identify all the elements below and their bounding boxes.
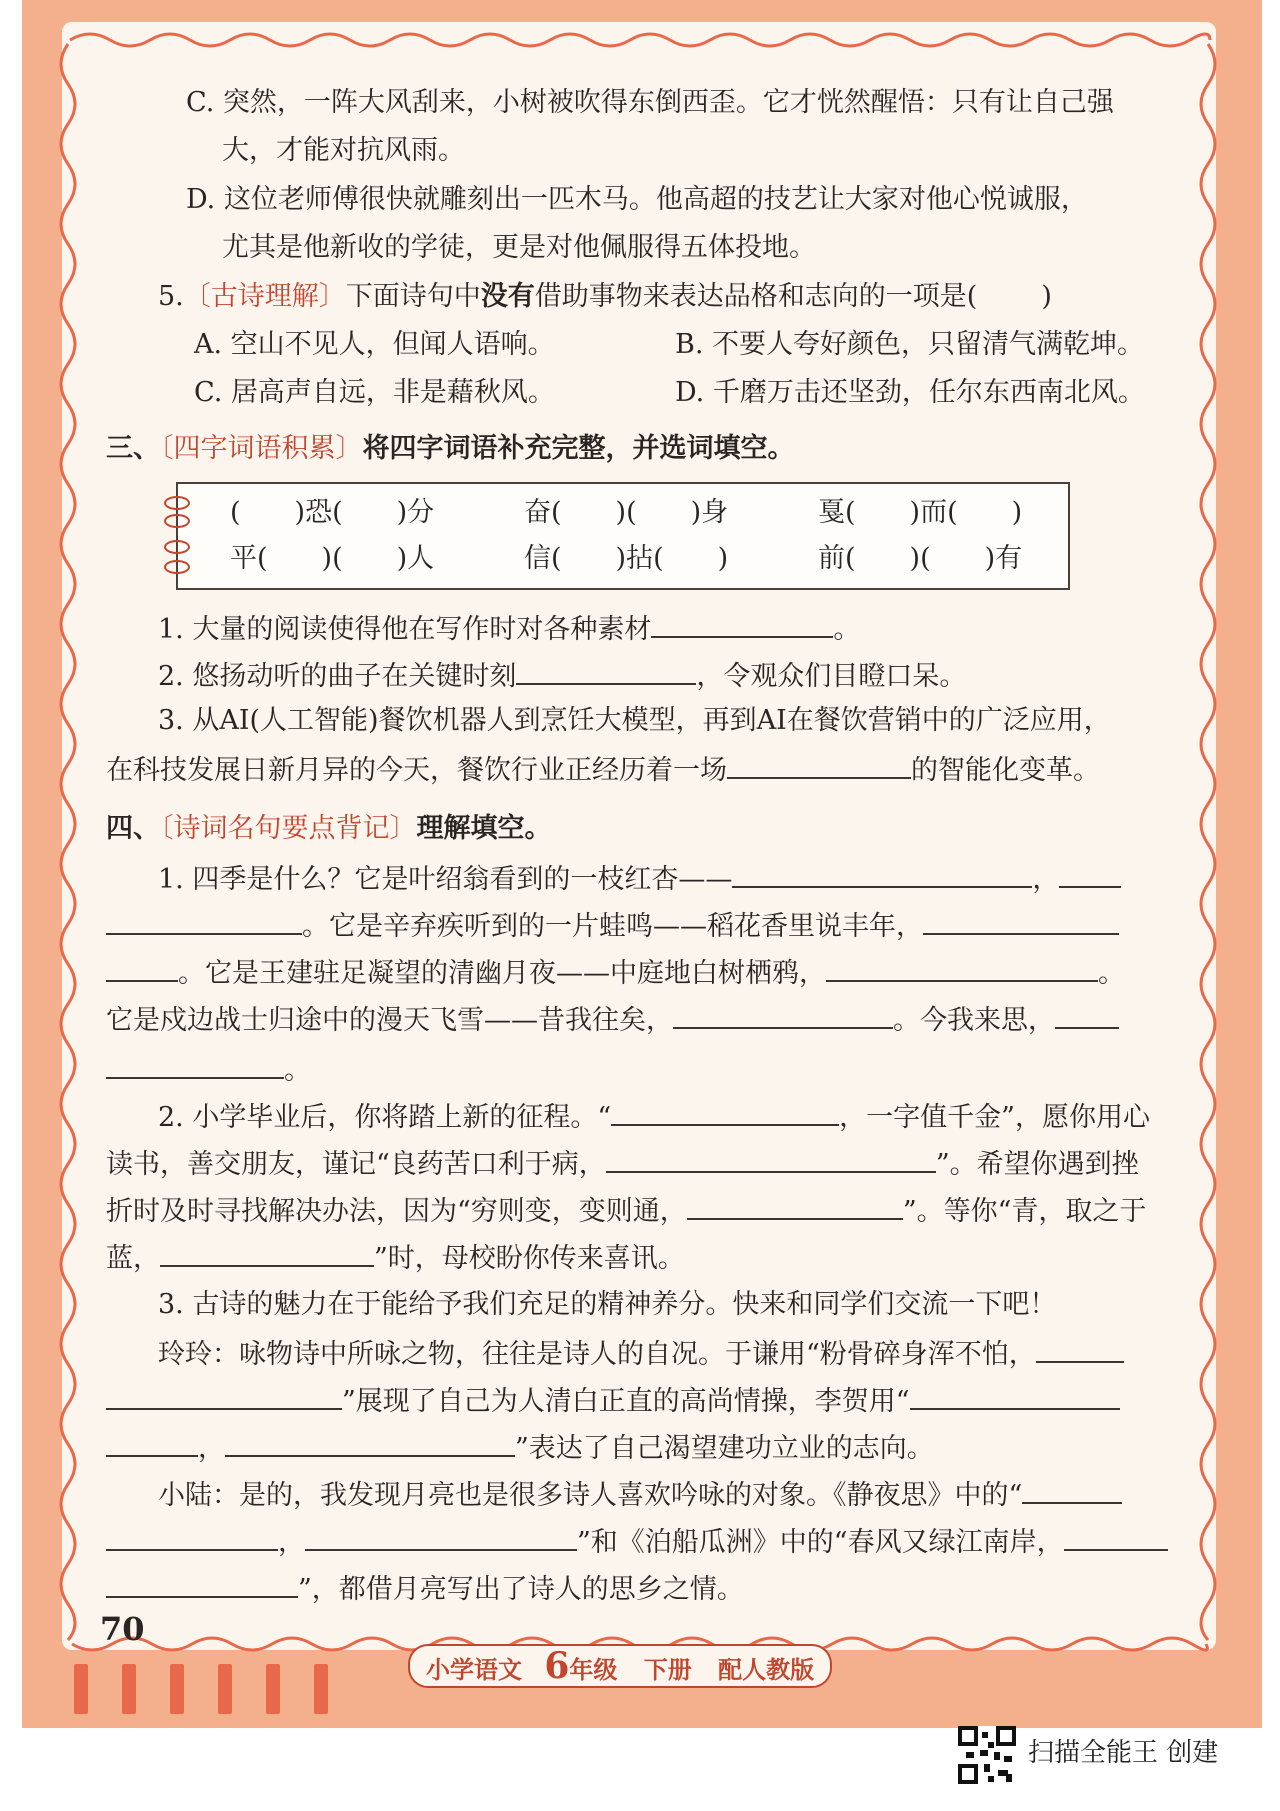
text: ”，都借月亮写出了诗人的思乡之情。 <box>298 1574 744 1605</box>
text: ”和《泊船瓜洲》中的“春风又绿江南岸， <box>577 1527 1064 1558</box>
text: 它是戍边战士归途中的漫天飞雪——昔我往矣， <box>106 1005 673 1036</box>
page-number: 70 <box>100 1610 145 1648</box>
section4-q2-line1 <box>158 1098 1150 1135</box>
section3-q3-line1: 3. 从AI(人工智能)餐饮机器人到烹饪大模型，再到AI在餐饮营销中的广泛应用， <box>158 705 1111 736</box>
word-item[interactable]: 前( )( )有 <box>818 543 1023 574</box>
text: 2. 小学毕业后，你将踏上新的征程。“ <box>158 1102 612 1133</box>
section4-q3-line6 <box>106 1523 1168 1560</box>
text: 小陆：是的，我发现月亮也是很多诗人喜欢吟咏的对象。《静夜思》中的“ <box>158 1480 1023 1511</box>
text: 。它是王建驻足凝望的清幽月夜——中庭地白树栖鸦， <box>178 958 826 989</box>
section3-q3-pre: 在科技发展日新月异的今天，餐饮行业正经历着一场 <box>106 755 727 786</box>
text: ”时，母校盼你传来喜讯。 <box>374 1243 685 1274</box>
word-item[interactable]: 平( )( )人 <box>230 543 435 574</box>
section4-q2-line4 <box>106 1239 685 1276</box>
text: 折时及时寻找解决办法，因为“穷则变，变则通， <box>106 1196 687 1227</box>
answer-blank[interactable] <box>305 1523 577 1551</box>
text: 玲玲：咏物诗中所咏之物，往往是诗人的自况。于谦用“粉骨碎身浑不怕， <box>158 1339 1036 1370</box>
answer-blank[interactable] <box>106 907 302 935</box>
text: 蓝， <box>106 1243 160 1274</box>
footer-grade: 年级 <box>569 1655 618 1684</box>
section4-q3-line2 <box>158 1335 1124 1372</box>
q4-option-c-line1: C. 突然，一阵大风刮来，小树被吹得东倒西歪。它才恍然醒悟：只有让自己强 <box>186 87 1114 118</box>
ring-icon <box>164 496 190 510</box>
ring-icon <box>164 560 190 574</box>
text: ， <box>1032 864 1060 895</box>
answer-blank[interactable] <box>1022 1476 1122 1504</box>
text: ， <box>278 1527 305 1558</box>
footer-volume: 下册 <box>643 1655 692 1684</box>
q5-number: 5. <box>158 281 184 312</box>
text: ， <box>198 1433 225 1464</box>
q5-option-a: A. 空山不见人，但闻人语响。 <box>194 329 555 360</box>
section3-q1-end: 。 <box>833 614 861 645</box>
answer-blank[interactable] <box>106 1051 284 1079</box>
answer-blank[interactable] <box>106 1429 198 1457</box>
footer-book-label <box>408 1644 832 1688</box>
q4-option-d-line2: 尤其是他新收的学徒，更是对他佩服得五体投地。 <box>222 232 816 263</box>
section4-instruction: 理解填空。 <box>416 813 552 844</box>
answer-blank[interactable] <box>106 1382 342 1410</box>
ring-icon <box>164 540 190 554</box>
q4-option-d-line1: D. 这位老师傅很快就雕刻出一匹木马。他高超的技艺让大家对他心悦诚服， <box>186 184 1088 215</box>
section4-q1-line2 <box>106 907 1119 944</box>
q5-option-d: D. 千磨万击还坚劲，任尔东西南北风。 <box>675 377 1145 408</box>
scanner-label: 扫描全能王 创建 <box>1028 1738 1219 1768</box>
q5-stem-close: ) <box>1041 281 1052 312</box>
section3-q3-post: 的智能化变革。 <box>911 755 1100 786</box>
section3-q1-text: 1. 大量的阅读使得他在写作时对各种素材 <box>158 614 652 645</box>
answer-blank[interactable] <box>732 860 1032 888</box>
section4-q2-line2 <box>106 1145 1139 1182</box>
answer-blank[interactable] <box>1059 860 1121 888</box>
section3-q2-end: ，令观众们目瞪口呆。 <box>696 661 967 692</box>
text: 读书，善交朋友，谨记“良药苦口利于病， <box>106 1149 606 1180</box>
q5-option-c: C. 居高声自远，非是藉秋风。 <box>194 377 555 408</box>
word-item[interactable]: 信( )拈( ) <box>524 543 729 574</box>
section4-q2-line3 <box>106 1192 1146 1229</box>
q5-option-b: B. 不要人夸好颜色，只留清气满乾坤。 <box>675 329 1145 360</box>
q5-tag: 〔古诗理解〕 <box>183 281 346 312</box>
section3-q2-text: 2. 悠扬动听的曲子在关键时刻 <box>158 661 517 692</box>
footer-grade-number: 6 <box>544 1645 570 1687</box>
answer-blank[interactable] <box>1036 1335 1124 1363</box>
section3-heading <box>106 432 795 466</box>
section3-instruction: 将四字词语补充完整，并选词填空。 <box>362 433 795 464</box>
section3-tag: 〔四字词语积累〕 <box>160 433 363 464</box>
answer-blank[interactable] <box>160 1239 374 1267</box>
text: 。 <box>284 1055 311 1086</box>
ring-icon <box>164 514 190 528</box>
answer-blank[interactable] <box>1064 1523 1168 1551</box>
section3-q2 <box>158 657 966 694</box>
section4-tag: 〔诗词名句要点背记〕 <box>160 813 417 844</box>
answer-blank[interactable] <box>687 1192 903 1220</box>
answer-blank[interactable] <box>106 1570 298 1598</box>
q4-option-c-line2: 大，才能对抗风雨。 <box>222 135 465 166</box>
section4-q1-line4 <box>106 1001 1119 1038</box>
footer-subject: 小学语文 <box>426 1655 522 1684</box>
answer-blank[interactable] <box>910 1382 1120 1410</box>
q5-stem-bold: 没有 <box>480 281 535 312</box>
footer-edition: 配人教版 <box>718 1655 815 1684</box>
section3-q1 <box>158 610 860 647</box>
footer-teeth-decoration <box>74 1664 374 1714</box>
answer-blank[interactable] <box>673 1001 893 1029</box>
section3-number: 三、 <box>106 433 160 464</box>
answer-blank[interactable] <box>516 657 696 685</box>
word-item[interactable]: 奋( )( )身 <box>524 497 729 528</box>
q5-stem <box>158 280 1052 314</box>
text: ”。希望你遇到挫 <box>935 1149 1139 1180</box>
answer-blank[interactable] <box>826 954 1098 982</box>
answer-blank[interactable] <box>106 1523 278 1551</box>
section4-q1-line1 <box>158 860 1121 897</box>
text: 。它是辛弃疾听到的一片蛙鸣——稻花香里说丰年， <box>302 911 923 942</box>
answer-blank[interactable] <box>606 1145 936 1173</box>
section4-q1-line3 <box>106 954 1125 991</box>
word-item[interactable]: ( )恐( )分 <box>230 497 435 528</box>
section4-q3-line7 <box>106 1570 744 1607</box>
text: 1. 四季是什么？它是叶绍翁看到的一枝红杏—— <box>158 864 733 895</box>
answer-blank[interactable] <box>225 1429 515 1457</box>
word-box <box>176 482 1070 590</box>
answer-blank[interactable] <box>727 751 911 779</box>
text: 。 <box>1098 958 1125 989</box>
section4-q3-line4 <box>106 1429 934 1466</box>
section4-heading <box>106 812 552 846</box>
q5-stem-post: 借助事物来表达品格和志向的一项是( <box>534 281 978 312</box>
answer-blank[interactable] <box>611 1098 839 1126</box>
answer-blank[interactable] <box>1055 1001 1119 1029</box>
section4-q3-line5 <box>158 1476 1122 1513</box>
answer-blank[interactable] <box>923 907 1119 935</box>
section3-q3-line2 <box>106 751 1100 788</box>
section4-number: 四、 <box>106 813 160 844</box>
qr-code-icon <box>958 1726 1016 1784</box>
answer-blank[interactable] <box>106 954 178 982</box>
section4-q3-line3 <box>106 1382 1120 1419</box>
q5-stem-pre: 下面诗句中 <box>345 281 481 312</box>
text: ，一字值千金”，愿你用心 <box>839 1102 1150 1133</box>
text: ”表达了自己渴望建功立业的志向。 <box>515 1433 934 1464</box>
section4-q3-line1: 3. 古诗的魅力在于能给予我们充足的精神养分。快来和同学们交流一下吧！ <box>158 1289 1057 1320</box>
section4-q1-line5 <box>106 1051 311 1088</box>
answer-blank[interactable] <box>651 610 833 638</box>
text: 。今我来思， <box>893 1005 1055 1036</box>
text: ”。等你“青，取之于 <box>902 1196 1147 1227</box>
word-item[interactable]: 戛( )而( ) <box>818 497 1023 528</box>
text: ”展现了自己为人清白正直的高尚情操，李贺用“ <box>342 1386 910 1417</box>
